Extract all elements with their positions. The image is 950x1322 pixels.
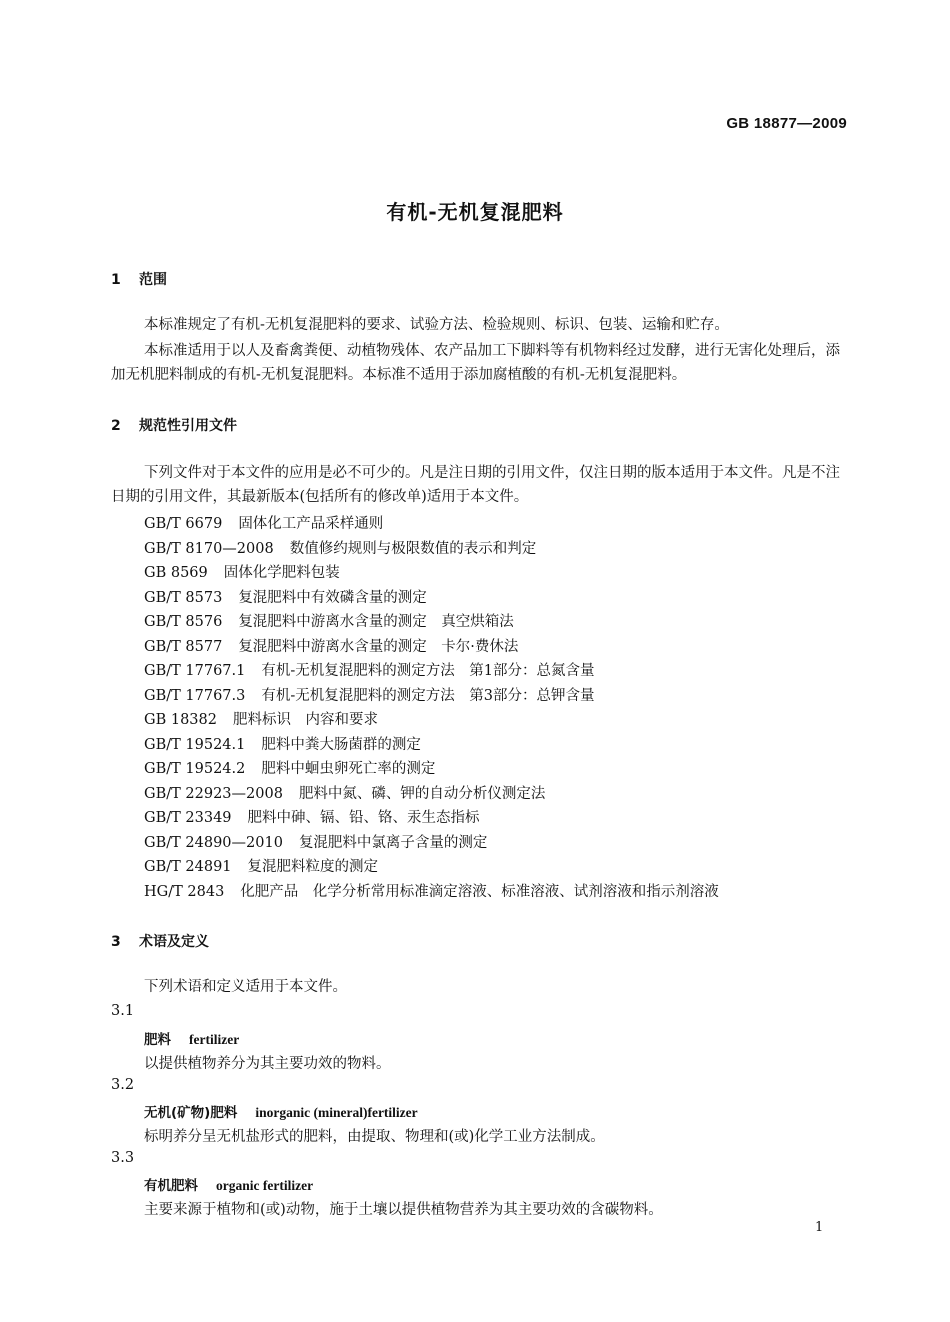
- reference-title: 有机-无机复混肥料的测定方法 第3部分：总钾含量: [261, 688, 595, 704]
- reference-item: [144, 684, 595, 705]
- reference-code: GB/T 24891: [144, 859, 232, 875]
- reference-item: [144, 782, 545, 803]
- reference-title: 肥料标识 内容和要求: [232, 712, 378, 728]
- term-name-en: organic fertilizer: [216, 1178, 314, 1193]
- reference-title: 肥料中氮、磷、钾的自动分析仪测定法: [298, 786, 546, 802]
- reference-title: 复混肥料中氯离子含量的测定: [298, 835, 488, 851]
- reference-item: [144, 610, 514, 631]
- term-definition: 以提供植物养分为其主要功效的物料。: [144, 1056, 391, 1072]
- term-name-en: inorganic (mineral)fertilizer: [255, 1105, 418, 1120]
- reference-code: GB/T 8577: [144, 639, 223, 655]
- document-title: 有机-无机复混肥料: [386, 200, 564, 224]
- reference-title: 数值修约规则与极限数值的表示和判定: [289, 541, 537, 557]
- reference-code: GB 18382: [144, 712, 217, 728]
- references-intro: 下列文件对于本文件的应用是必不可少的。凡是注日期的引用文件，仅注日期的版本适用于本文件。凡是不注日期的引用文件，其最新版本(包括所有的修改单)适用于本文件。: [111, 465, 840, 505]
- reference-code: GB/T 22923—2008: [144, 786, 283, 802]
- reference-title: 复混肥料中有效磷含量的测定: [238, 590, 427, 606]
- reference-item: [144, 880, 719, 901]
- term-name-en: fertilizer: [189, 1032, 240, 1047]
- page-number: 1: [815, 1220, 824, 1235]
- reference-code: GB/T 24890—2010: [144, 835, 283, 851]
- reference-title: 肥料中蛔虫卵死亡率的测定: [261, 761, 436, 777]
- reference-item: [144, 757, 435, 778]
- reference-code: GB 8569: [144, 565, 208, 581]
- reference-item: [144, 561, 340, 582]
- term-number: 3.3: [111, 1150, 135, 1166]
- reference-code: GB/T 17767.3: [144, 688, 246, 704]
- reference-item: [144, 806, 480, 827]
- reference-code: GB/T 8573: [144, 590, 223, 606]
- term-name-zh: 有机肥料: [144, 1178, 198, 1194]
- reference-item: [144, 512, 383, 533]
- reference-title: 有机-无机复混肥料的测定方法 第1部分：总氮含量: [261, 663, 595, 679]
- term-name: [144, 1028, 239, 1048]
- term-definition: 主要来源于植物和(或)动物，施于土壤以提供植物营养为其主要功效的含碳物料。: [144, 1202, 663, 1218]
- term-name: [144, 1174, 313, 1194]
- scope-paragraph-2: 本标准适用于以人及畜禽粪便、动植物残体、农产品加工下脚料等有机物料经过发酵，进行无害化处理后，添加无机肥料制成的有机-无机复混肥料。本标准不适用于添加腐植酸的有机-无机复混肥料。: [111, 343, 840, 383]
- reference-title: 复混肥料中游离水含量的测定 卡尔·费休法: [238, 639, 519, 655]
- reference-code: GB/T 8576: [144, 614, 223, 630]
- reference-item: [144, 708, 378, 729]
- reference-title: 化肥产品 化学分析常用标准滴定溶液、标准溶液、试剂溶液和指示剂溶液: [240, 884, 719, 900]
- reference-title: 肥料中粪大肠菌群的测定: [261, 737, 421, 753]
- term-name-zh: 无机(矿物)肥料: [144, 1105, 238, 1121]
- section-1-heading: [111, 269, 167, 289]
- terms-intro: 下列术语和定义适用于本文件。: [144, 979, 347, 995]
- term-name-zh: 肥料: [144, 1032, 171, 1048]
- reference-code: GB/T 6679: [144, 516, 223, 532]
- reference-code: GB/T 8170—2008: [144, 541, 274, 557]
- reference-code: GB/T 19524.2: [144, 761, 246, 777]
- section-title: 术语及定义: [139, 934, 209, 950]
- section-title: 范围: [139, 272, 167, 288]
- reference-item: [144, 831, 487, 852]
- term-name: [144, 1101, 418, 1121]
- reference-code: HG/T 2843: [144, 884, 225, 900]
- section-title: 规范性引用文件: [139, 418, 237, 434]
- reference-item: [144, 733, 421, 754]
- reference-item: [144, 537, 536, 558]
- reference-title: 固体化学肥料包装: [223, 565, 340, 581]
- reference-code: GB/T 19524.1: [144, 737, 246, 753]
- reference-title: 复混肥料中游离水含量的测定 真空烘箱法: [238, 614, 514, 630]
- section-2-heading: [111, 415, 237, 435]
- standard-code: GB 18877—2009: [726, 115, 847, 132]
- reference-title: 肥料中砷、镉、铅、铬、汞生态指标: [247, 810, 480, 826]
- term-number: 3.1: [111, 1003, 135, 1019]
- term-definition: 标明养分呈无机盐形式的肥料，由提取、物理和(或)化学工业方法制成。: [144, 1129, 605, 1145]
- section-number: 1: [111, 272, 121, 288]
- section-number: 2: [111, 418, 121, 434]
- section-number: 3: [111, 934, 121, 950]
- reference-code: GB/T 17767.1: [144, 663, 246, 679]
- reference-item: [144, 659, 595, 680]
- scope-paragraph-1: 本标准规定了有机-无机复混肥料的要求、试验方法、检验规则、标识、包装、运输和贮存。: [144, 317, 729, 333]
- reference-title: 固体化工产品采样通则: [238, 516, 384, 532]
- reference-code: GB/T 23349: [144, 810, 232, 826]
- reference-item: [144, 855, 378, 876]
- term-number: 3.2: [111, 1077, 135, 1093]
- reference-item: [144, 635, 518, 656]
- reference-item: [144, 586, 427, 607]
- reference-title: 复混肥料粒度的测定: [247, 859, 379, 875]
- section-3-heading: [111, 931, 209, 951]
